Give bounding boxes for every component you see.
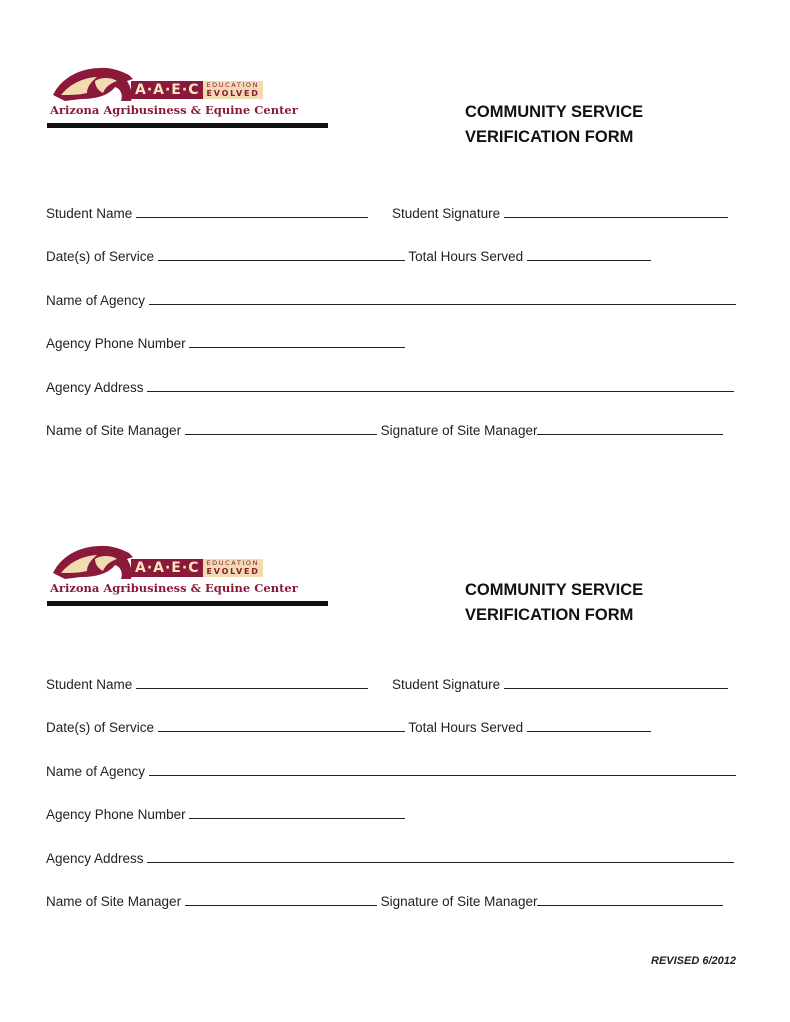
row-student bbox=[46, 675, 368, 692]
total-hours-field[interactable] bbox=[527, 718, 651, 732]
student-name-label: Student Name bbox=[46, 677, 133, 692]
agency-name-field[interactable] bbox=[149, 291, 736, 305]
row-address bbox=[46, 849, 734, 866]
revision-note: REVISED 6/2012 bbox=[651, 955, 736, 967]
dates-of-service-field[interactable] bbox=[158, 247, 405, 261]
row-site-manager bbox=[46, 892, 723, 909]
horse-head-icon bbox=[51, 543, 135, 581]
aaec-tagline: EDUCATION EVOLVED bbox=[203, 559, 262, 577]
student-name-field[interactable] bbox=[136, 204, 368, 218]
aaec-wordmark bbox=[131, 81, 263, 99]
dates-of-service-field[interactable] bbox=[158, 718, 405, 732]
site-manager-signature-label: Signature of Site Manager bbox=[380, 894, 538, 909]
agency-phone-field[interactable] bbox=[189, 334, 405, 348]
row-student bbox=[46, 204, 368, 221]
agency-name-label: Name of Agency bbox=[46, 293, 146, 308]
aaec-tagline: EDUCATION EVOLVED bbox=[203, 81, 262, 99]
dates-of-service-label: Date(s) of Service bbox=[46, 720, 155, 735]
total-hours-label: Total Hours Served bbox=[408, 720, 524, 735]
total-hours-field[interactable] bbox=[527, 247, 651, 261]
row-phone bbox=[46, 334, 405, 351]
site-manager-signature-field[interactable] bbox=[537, 421, 723, 435]
logo-divider bbox=[47, 601, 328, 606]
agency-phone-field[interactable] bbox=[189, 805, 405, 819]
agency-phone-label: Agency Phone Number bbox=[46, 807, 186, 822]
site-manager-signature-field[interactable] bbox=[537, 892, 723, 906]
agency-address-label: Agency Address bbox=[46, 851, 144, 866]
row-student-sig bbox=[392, 675, 728, 692]
aaec-wordmark bbox=[131, 559, 263, 577]
student-name-field[interactable] bbox=[136, 675, 368, 689]
aaec-mark: A·A·E·C bbox=[131, 81, 203, 99]
student-signature-field[interactable] bbox=[504, 204, 728, 218]
aaec-logo bbox=[47, 65, 329, 127]
center-name: Arizona Agribusiness & Equine Center bbox=[50, 103, 298, 117]
row-address bbox=[46, 378, 734, 395]
logo-divider bbox=[47, 123, 328, 128]
total-hours-label: Total Hours Served bbox=[408, 249, 524, 264]
aaec-logo bbox=[47, 543, 329, 605]
form-title: COMMUNITY SERVICE VERIFICATION FORM bbox=[465, 581, 644, 624]
row-dates bbox=[46, 718, 651, 735]
row-site-manager bbox=[46, 421, 723, 438]
horse-head-icon bbox=[51, 65, 135, 103]
row-agency bbox=[46, 762, 736, 779]
agency-name-field[interactable] bbox=[149, 762, 736, 776]
site-manager-name-field[interactable] bbox=[185, 892, 377, 906]
student-signature-label: Student Signature bbox=[392, 677, 501, 692]
agency-address-field[interactable] bbox=[147, 378, 734, 392]
form-title: COMMUNITY SERVICE VERIFICATION FORM bbox=[465, 103, 644, 146]
row-dates bbox=[46, 247, 651, 264]
dates-of-service-label: Date(s) of Service bbox=[46, 249, 155, 264]
agency-address-field[interactable] bbox=[147, 849, 734, 863]
row-phone bbox=[46, 805, 405, 822]
row-agency bbox=[46, 291, 736, 308]
aaec-mark: A·A·E·C bbox=[131, 559, 203, 577]
agency-address-label: Agency Address bbox=[46, 380, 144, 395]
agency-phone-label: Agency Phone Number bbox=[46, 336, 186, 351]
site-manager-name-field[interactable] bbox=[185, 421, 377, 435]
agency-name-label: Name of Agency bbox=[46, 764, 146, 779]
center-name: Arizona Agribusiness & Equine Center bbox=[50, 581, 298, 595]
site-manager-name-label: Name of Site Manager bbox=[46, 423, 182, 438]
site-manager-name-label: Name of Site Manager bbox=[46, 894, 182, 909]
site-manager-signature-label: Signature of Site Manager bbox=[380, 423, 538, 438]
student-name-label: Student Name bbox=[46, 206, 133, 221]
student-signature-field[interactable] bbox=[504, 675, 728, 689]
row-student-sig bbox=[392, 204, 728, 221]
student-signature-label: Student Signature bbox=[392, 206, 501, 221]
